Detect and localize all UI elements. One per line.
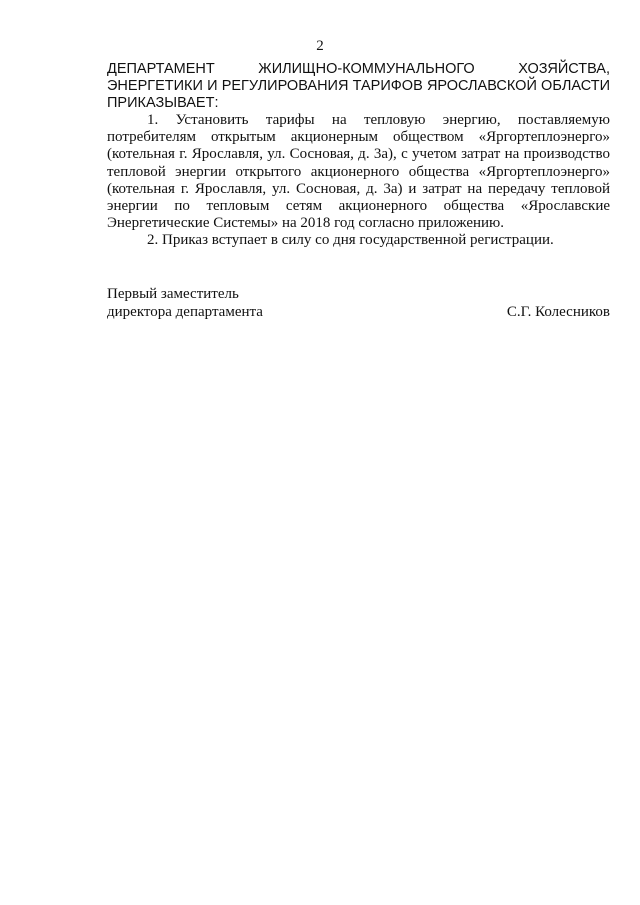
- paragraph-1: 1. Установить тарифы на тепловую энергию, поставляемую потребителям открытым акционерным обществом «Яргортеплоэнерго» (котельная г. Ярославля, ул. Сосновая, д. 3а), с учетом затрат на производство тепловой энергии открытого акционерного общества «Яргортеплоэнерго» (котельная г. Ярославля, ул. Сосновая, д. 3а) и затрат на передачу тепловой энергии по тепловым сетям акционерного общества «Ярославские Энергетические Системы» на 2018 год согласно приложению.: [107, 112, 610, 232]
- paragraph-2: 2. Приказ вступает в силу со дня государственной регистрации.: [147, 232, 554, 249]
- signatory-position-line-1: Первый заместитель: [107, 286, 239, 302]
- page-number: 2: [316, 38, 324, 54]
- order-heading: ДЕПАРТАМЕНТ ЖИЛИЩНО-КОММУНАЛЬНОГО ХОЗЯЙСТВА, ЭНЕРГЕТИКИ И РЕГУЛИРОВАНИЯ ТАРИФОВ ЯРОСЛАВСКОЙ ОБЛАСТИ ПРИКАЗЫВАЕТ:: [107, 61, 610, 111]
- signature-row: [107, 303, 610, 321]
- signature-block: [107, 285, 610, 321]
- document-body: [107, 61, 610, 250]
- signatory-name: С.Г. Колесников: [506, 304, 610, 320]
- signatory-position-line-2: директора департамента: [107, 304, 263, 320]
